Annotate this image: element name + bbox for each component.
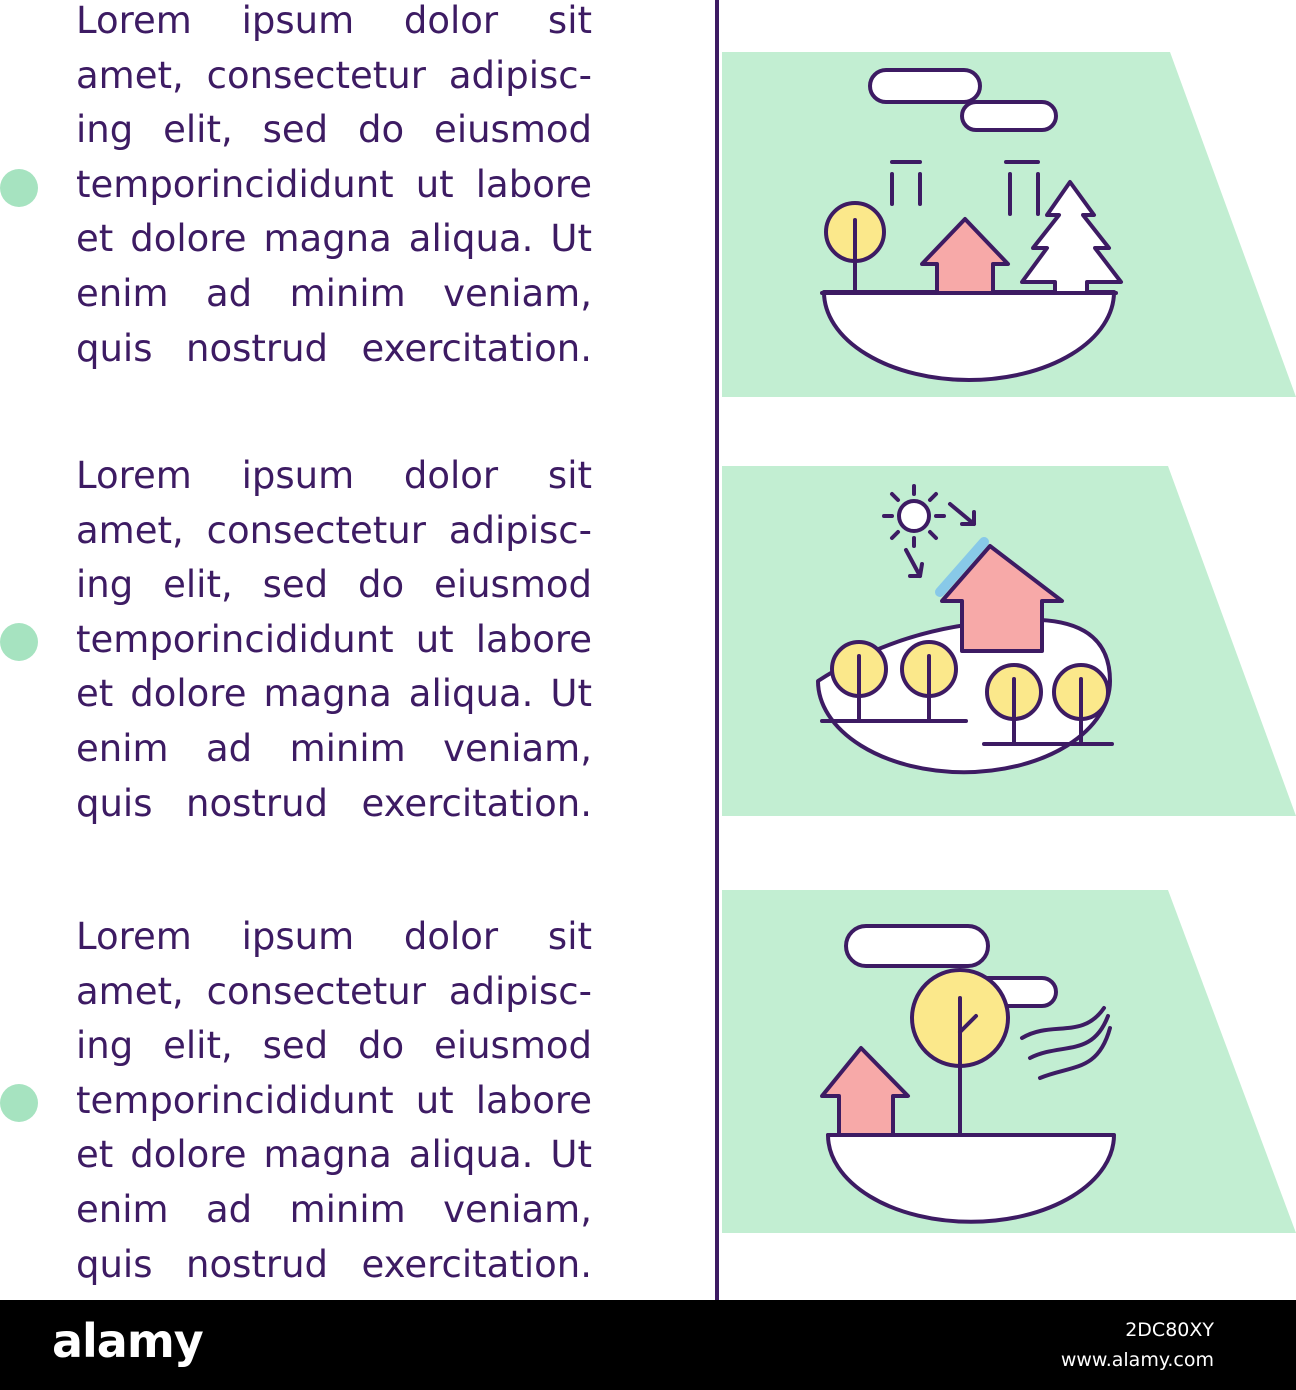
vertical-divider xyxy=(715,0,719,1300)
text-block-1: Lorem ipsum dolor sit amet, consectetur adipisc- ing elit, sed do eiusmod temporincididunt ut labore et dolore magna aliqua. Ut enim ad minim veniam, quis nostrud exercitation. xyxy=(76,0,592,370)
bullet-dot xyxy=(0,623,38,661)
site-url: www.alamy.com xyxy=(1060,1349,1214,1371)
bullet-dot xyxy=(0,169,38,207)
illustration-panel-3 xyxy=(722,890,1296,1233)
illustration-panel-2 xyxy=(722,466,1296,816)
text-block-2: Lorem ipsum dolor sit amet, consectetur adipisc- ing elit, sed do eiusmod temporincididunt ut labore et dolore magna aliqua. Ut enim ad minim veniam, quis nostrud exercitation. xyxy=(76,454,592,825)
bullet-dot xyxy=(0,1084,38,1122)
illustration-panel-1 xyxy=(722,52,1296,397)
brand-logo: alamy xyxy=(52,1314,203,1368)
stock-footer xyxy=(0,1300,1296,1390)
text-block-3: Lorem ipsum dolor sit amet, consectetur adipisc- ing elit, sed do eiusmod temporincididunt ut labore et dolore magna aliqua. Ut enim ad minim veniam, quis nostrud exercitation. xyxy=(76,915,592,1286)
image-id: 2DC80XY xyxy=(1125,1319,1214,1341)
